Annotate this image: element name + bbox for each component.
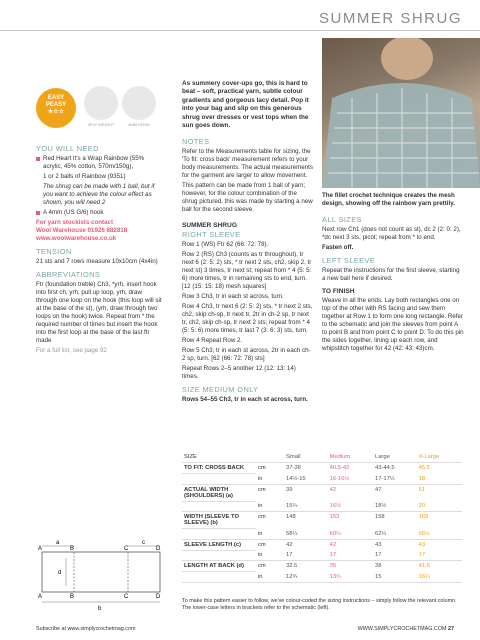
row-4: Row 4 Ch3, tr next 6 (2: 5: 2) sts, * tr next 2 sts, ch2, skip ch-sp, tr next tr, 2tr in ch-2 sp, tr next tr, ch2, skip ch-sp, tr next 2 sts; repeat from * 4 (5: 5: 6) more times, tr last 7 (3: 6: 3) sts, turn.	[182, 303, 313, 335]
measurements-table	[182, 452, 462, 583]
abbreviations-note: For a full list, see page 92	[36, 347, 107, 354]
all-sizes-text: Next row Ch1 (does not count as st), dc 2 (2: 0: 2), *dc next 3 sts, picot; repeat from * to end.	[322, 226, 461, 241]
yarn-weight-icon	[84, 86, 118, 120]
table-row: in 12¾ 13¾ 15 16¼	[182, 572, 462, 583]
notes-p2: This pattern can be made from 1 ball of yarn; however, for the colour combination of the shrug pictured, this was made by starting a new ball for the second sleeve.	[182, 182, 313, 214]
point-D-bottom: D	[156, 594, 161, 600]
intro-text: As summery cover-ups go, this is hard to beat – soft, practical yarn, subtle colour gradients and gorgeous lacy detail. Pop it into your bag and slip on this generous shrug over dresses or vest tops when the sun goes down.	[182, 80, 309, 130]
left-sleeve-text: Repeat the instructions for the first sleeve, starting a new ball here if desired.	[322, 267, 460, 282]
row-1: Row 1 (WS) Ftr 62 (66: 72: 78).	[182, 241, 269, 249]
to-finish-heading: TO FINISH	[322, 288, 355, 295]
stockist-line1: For yarn stockists contact	[36, 219, 114, 226]
size-medium-heading: SIZE MEDIUM ONLY	[182, 385, 259, 395]
yarn-weight-label: 4PLY WEIGHT	[87, 122, 115, 127]
badge-line2: PEASY	[45, 102, 67, 108]
all-sizes-heading: ALL SIZES	[322, 215, 362, 224]
abbreviations-text: Ftr (foundation treble) Ch3, *yrh, insert hook into first ch, yrh, pull up loop, yrh, draw through one loop on the hook (this loop will sit at the base of the st), (yrh, draw through two loops on the hook) twice. Repeat from * the required number of times but insert the hook into the first loop at the base of the last ftr made	[36, 281, 162, 344]
stockist-line2: Wool Warehouse 01926 882818	[36, 227, 128, 234]
badge-line1: EASY	[47, 95, 65, 101]
section-title: SUMMER SHRUG	[318, 10, 462, 27]
hook-label: 4MM HOOK	[128, 122, 150, 127]
abbreviations-heading: ABBREVIATIONS	[36, 270, 101, 279]
hook-item: A 4mm (US G/6) hook	[36, 209, 162, 217]
row-4-repeat: Row 4 Repeat Row 2.	[182, 337, 243, 345]
point-A-bottom: A	[38, 594, 43, 600]
notes-heading: NOTES	[182, 137, 210, 147]
yarn-note: The shrug can be made with 1 ball, but if you want to achieve the colour effect as shown, you will need 2	[43, 183, 155, 206]
table-row: LENGTH AT BACK (d) cm 32.5 35 38 41.5	[182, 561, 462, 572]
table-row: SLEEVE LENGTH (c) cm 42 42 43 43	[182, 539, 462, 550]
table-header: SIZE Small Medium Large X-Large	[182, 452, 462, 463]
difficulty-badge	[36, 88, 76, 128]
repeat-rows: Repeat Rows 2–5 another 12 (12: 13: 14) times.	[182, 365, 296, 381]
table-row: ACTUAL WIDTH (SHOULDERS) (a) cm 39 42 47 51	[182, 484, 462, 501]
row-3: Row 3 Ch3, tr in each st across, turn.	[182, 293, 284, 301]
table-row: in 15¼ 16½ 18½ 20	[182, 501, 462, 512]
to-finish-text: Weave in all the ends. Lay both rectangles one on top of the other with RS facing and sew them together at Row 1 to form one long rectangle. Refer to the schematic and join the sleeves from point A to point B and from point C to point D. To do this pin the sides together, lining up each row, and whipstitch together for 42 (42: 43: 43)cm.	[322, 297, 464, 352]
photo-caption: The fillet crochet technique creates the mesh design, showing off the rainbow yarn prettily.	[322, 192, 455, 207]
rows-54-55: Rows 54–55 Ch3, tr in each st across, turn.	[182, 396, 308, 404]
table-row: in 58¼ 60¼ 62¼ 66½	[182, 529, 462, 540]
table-row: in 17 17 17 17	[182, 550, 462, 561]
tension-text: 21 sts and 7 rows measure 10x10cm (4x4in)	[36, 258, 158, 265]
shrug-photo	[322, 38, 480, 188]
table-row: in 14½-15 16-16½ 17-17½ 18	[182, 474, 462, 485]
label-c: c	[142, 540, 145, 546]
left-sleeve-heading: LEFT SLEEVE	[322, 256, 376, 265]
hook-icon	[122, 86, 156, 120]
row-2: Row 2 (RS) Ch3 (counts as tr throughout), tr next 6 (2: 5: 2) sts, * tr next 2 sts, ch2, skip 2, tr next st) 3 times, tr next st; repeat from * 4 (5: 5: 6) more times, tr in remaining sts to end, turn. [12 (15: 15: 18) mesh squares]	[182, 251, 312, 291]
point-A-top: A	[38, 546, 43, 552]
fasten-off: Fasten off.	[322, 244, 354, 251]
yarn-item: Red Heart It's a Wrap Rainbow (55% acrylic, 45% cotton, 570m/150g),	[36, 155, 162, 171]
you-will-need-heading: YOU WILL NEED	[36, 144, 99, 153]
schematic-diagram	[36, 536, 166, 612]
photo-illustration	[322, 38, 480, 188]
row-5: Row 5 Ch3, tr in each st across, 2tr in each ch-2 sp, turn. [62 (66: 72: 78) sts]	[182, 347, 311, 363]
stockist-url[interactable]: www.woolwarehouse.co.uk	[36, 235, 117, 242]
label-b: b	[98, 606, 102, 612]
header-rule	[0, 30, 480, 31]
point-B-bottom: B	[70, 594, 75, 600]
label-d: d	[58, 570, 62, 576]
table-row: WIDTH (SLEEVE TO SLEEVE) (b) cm 148 153 158 169	[182, 512, 462, 529]
notes-p1: Refer to the Measurements table for sizing, the 'To fit: cross back' measurement refers to your body measurements. The actual measurements for the garment are larger to allow movement.	[182, 148, 313, 180]
table-row: TO FIT: CROSS BACK cm 37-38 40.5-42 43-44.5 45.5	[182, 463, 462, 474]
point-C-top: C	[124, 546, 129, 552]
right-sleeve-heading: RIGHT SLEEVE	[182, 230, 241, 240]
label-a: a	[56, 540, 60, 546]
point-C-bottom: C	[124, 594, 129, 600]
yarn-amount: 1 or 2 balls of Rainbow (9351)	[43, 173, 126, 180]
shrug-heading: SUMMER SHRUG	[182, 222, 237, 230]
badge-stars: ★☆☆	[47, 109, 65, 115]
tension-heading: TENSION	[36, 247, 72, 256]
point-B-top: B	[70, 546, 75, 552]
table-note: To make this pattern easier to follow, we've colour-coded the sizing instructions – simply follow the relevant column. The lower-case letters in brackets refer to the schematic (left).	[182, 598, 457, 611]
point-D-top: D	[156, 546, 161, 552]
footer-left: Subscribe at www.simplycrochetmag.com	[36, 626, 136, 632]
footer-right: WWW.SIMPLYCROCHETMAG.COM 27	[357, 626, 454, 632]
